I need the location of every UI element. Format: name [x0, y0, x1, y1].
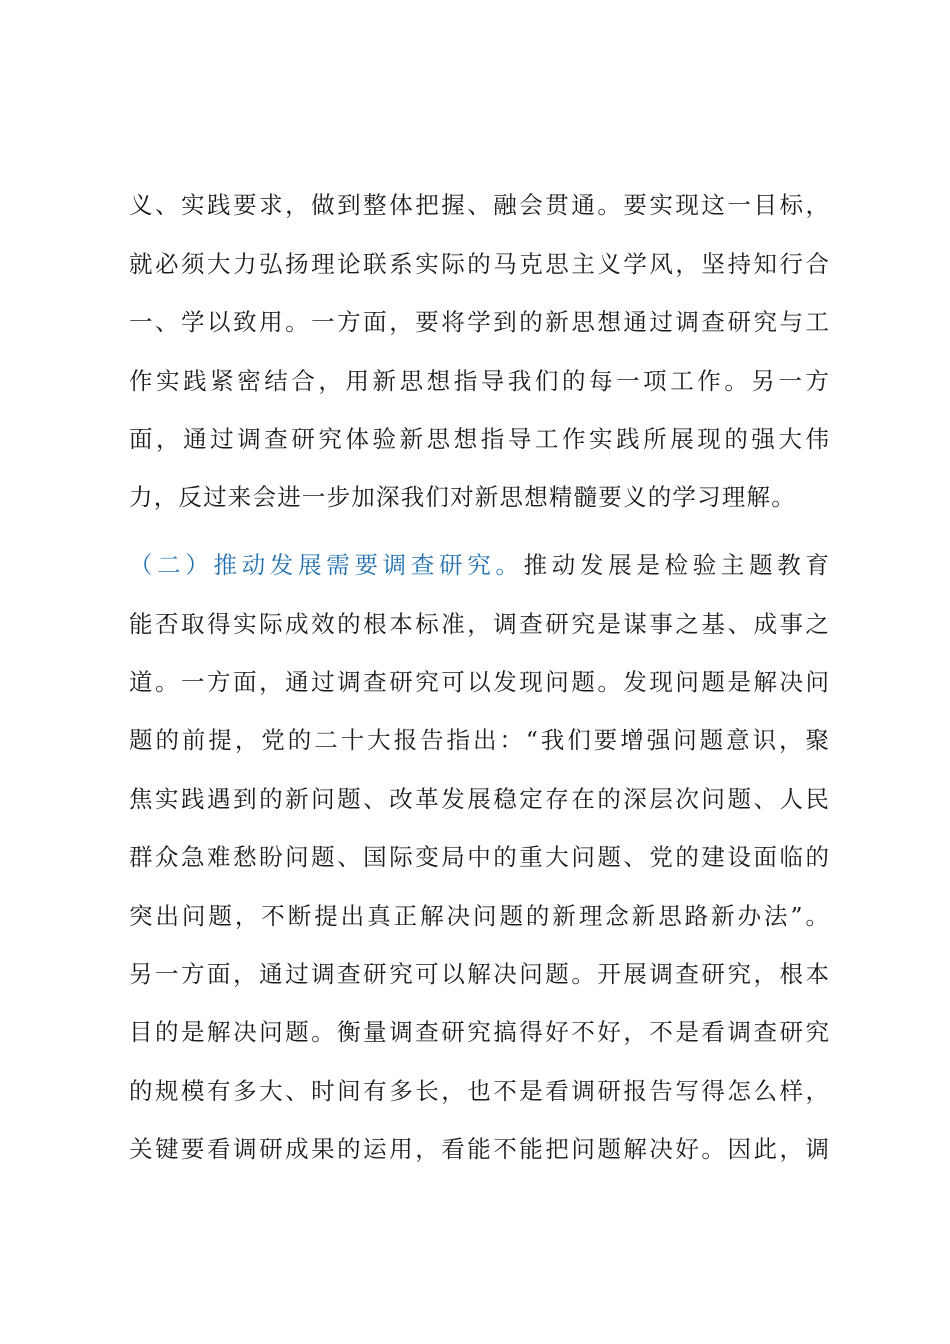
paragraph-line: 另一方面，通过调查研究可以解决问题。开展调查研究，根本	[129, 960, 829, 988]
section-heading: （二）推动发展需要调查研究。	[129, 551, 524, 579]
paragraph-line: 突出问题，不断提出真正解决问题的新理念新思路新办法”。	[129, 902, 829, 930]
paragraph-line: 就必须大力弘扬理论联系实际的马克思主义学风，坚持知行合	[129, 250, 829, 278]
paragraph-line: 的规模有多大、时间有多长，也不是看调研报告写得怎么样，	[129, 1077, 829, 1105]
paragraph-first-line	[129, 545, 829, 585]
paragraph-line: 面，通过调查研究体验新思想指导工作实践所展现的强大伟	[129, 425, 829, 453]
paragraph-line: 作实践紧密结合，用新思想指导我们的每一项工作。另一方	[129, 367, 829, 395]
paragraph-line: 题的前提，党的二十大报告指出：“我们要增强问题意识，聚	[129, 726, 829, 754]
paragraph-line: 道。一方面，通过调查研究可以发现问题。发现问题是解决问	[129, 668, 829, 696]
paragraph-line: 关键要看调研成果的运用，看能不能把问题解决好。因此，调	[129, 1135, 829, 1163]
paragraph-line: 群众急难愁盼问题、国际变局中的重大问题、党的建设面临的	[129, 843, 829, 871]
paragraph-line: 力，反过来会进一步加深我们对新思想精髓要义的学习理解。	[129, 483, 796, 511]
paragraph-text: 推动发展是检验主题教育	[523, 551, 829, 579]
paragraph-line: 焦实践遇到的新问题、改革发展稳定存在的深层次问题、人民	[129, 785, 829, 813]
paragraph-line: 目的是解决问题。衡量调查研究搞得好不好，不是看调查研究	[129, 1018, 829, 1046]
paragraph-line: 义、实践要求，做到整体把握、融会贯通。要实现这一目标，	[129, 191, 829, 219]
paragraph-line: 一、学以致用。一方面，要将学到的新思想通过调查研究与工	[129, 308, 829, 336]
paragraph-line: 能否取得实际成效的根本标准，调查研究是谋事之基、成事之	[129, 610, 829, 638]
